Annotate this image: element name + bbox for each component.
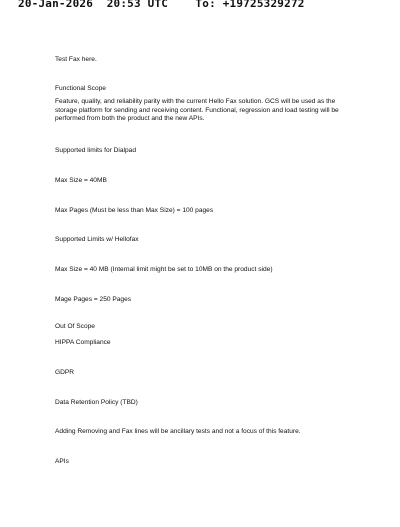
functional-scope-heading: Functional Scope (55, 85, 106, 92)
hellofax-max-size: Max Size = 40 MB (Internal limit might be set to 10MB on the product side) (55, 266, 273, 273)
ancillary-note: Adding Removing and Fax lines will be ancillary tests and not a focus of this feature. (55, 428, 301, 435)
hellofax-limits-heading: Supported Limits w/ Hellofax (55, 236, 139, 243)
out-of-scope-heading: Out Of Scope (55, 323, 95, 330)
intro-text: Test Fax here. (55, 56, 97, 63)
fax-to-label: To: (195, 0, 216, 10)
data-retention-item: Data Retention Policy (TBD) (55, 399, 138, 406)
apis-heading: APIs (55, 458, 69, 465)
dialpad-max-pages: Max Pages (Must be less than Max Size) = 100 pages (55, 207, 214, 214)
fax-to-number: +19725329272 (222, 0, 305, 10)
fax-time: 20:53 UTC (106, 0, 169, 10)
gdpr-item: GDPR (55, 369, 75, 376)
functional-scope-paragraph: Feature, quality, and reliability parity with the current Hello Fax solution. GCS will be used as the storage platform for sending and receiving content. Functional, regression and load testing will be performed from both the product and the new APIs. (55, 98, 339, 123)
dialpad-limits-heading: Supported limits for Dialpad (55, 147, 136, 154)
fax-date: 20-Jan-2026 (18, 0, 94, 10)
fax-transmission-header (18, 0, 305, 10)
hippa-item: HIPPA Compliance (55, 339, 111, 346)
hellofax-max-pages: Mage Pages = 250 Pages (55, 296, 132, 303)
dialpad-max-size: Max Size = 40MB (55, 177, 107, 184)
